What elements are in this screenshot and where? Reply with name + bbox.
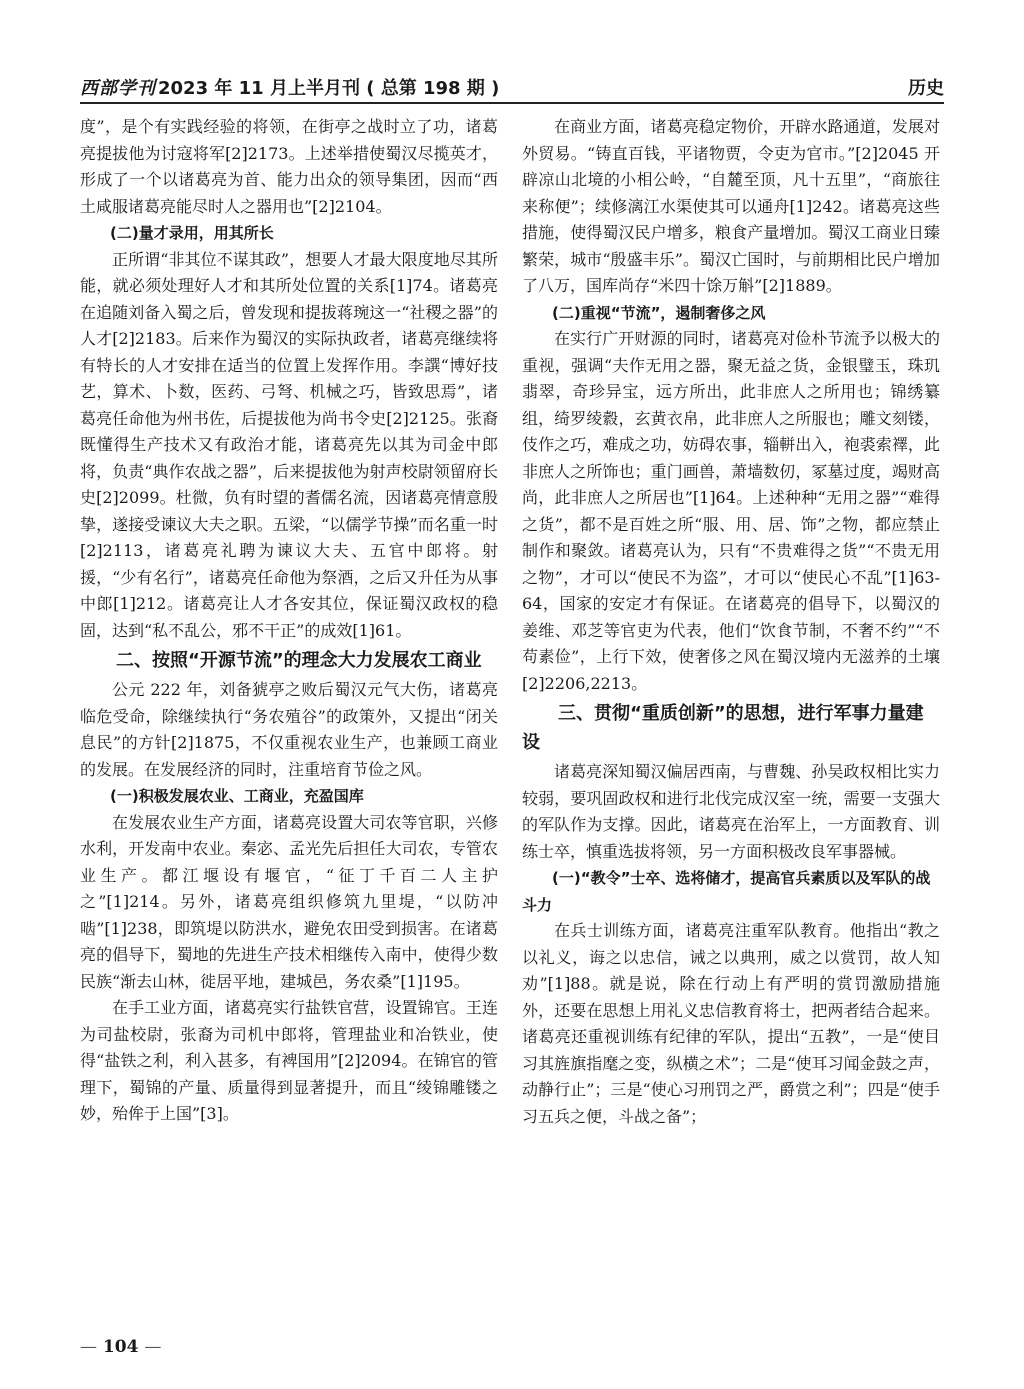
issue-info: 2023 年 11 月上半月刊 ( 总第 198 期 ) [158,78,500,99]
paragraph: 正所谓“非其位不谋其政”，想要人才最大限度地尽其所能，就必须处理好人才和其所处位置的关系[1]74。诸葛亮在追随刘备入蜀之后，曾发现和提拔蒋琬这一“社稷之器”的人才[2]2183。后来作为蜀汉的实际执政者，诸葛亮继续将有特长的人才安排在适当的位置上发挥作用。李譔“博好技艺，算术、卜数，医药、弓弩、机械之巧，皆致思焉”，诸葛亮任命他为州书佐，后提拔他为尚书令史[2]2125。张裔既懂得生产技术又有政治才能，诸葛亮先以其为司金中郎将，负责“典作农战之器”，后来提拔他为射声校尉领留府长史[2]2099。杜微，负有时望的耆儒名流，因诸葛亮情意殷挚，遂接受谏议大夫之职。五梁，“以儒学节操”而名重一时[2]2113，诸葛亮礼聘为谏议大夫、五官中郎将。射援，“少有名行”，诸葛亮任命他为祭酒，之后又升任为从事中郎[1]212。诸葛亮让人才各安其位，保证蜀汉政权的稳固，达到“私不乱公，邪不干正”的成效[1]61。 [80,249,498,640]
paragraph: 在发展农业生产方面，诸葛亮设置大司农等官职，兴修水利，开发南中农业。秦宓、孟光先后担任大司农，专管农业生产。都江堰设有堰官，“征丁千百二人主护之”[1]214。另外，诸葛亮组织修筑九里堤，“以防冲啮”[1]238，即筑堤以防洪水，避免农田受到损害。在诸葛亮的倡导下，蜀地的先进生产技术相继传入南中，使得少数民族“渐去山林，徙居平地，建城邑，务农桑”[1]195。 [80,812,498,991]
subsection-heading: (二)量才录用，用其所长 [110,224,274,242]
paragraph: 在手工业方面，诸葛亮实行盐铁官营，设置锦官。王连为司盐校尉，张裔为司机中郎将，管理盐业和冶铁业，使得“盐铁之利，利入甚多，有裨国用”[2]2094。在锦官的管理下，蜀锦的产量、质量得到显著提升，而且“绫锦雕镂之妙，殆侔于上国”[3]。 [80,998,498,1123]
paragraph: 公元 222 年，刘备猇亭之败后蜀汉元气大伤，诸葛亮临危受命，除继续执行“务农殖谷”的政策外，又提出“闭关息民”的方针[2]1875，不仅重视农业生产，也兼顾工商业的发展。在发展经济的同时，注重培育节俭之风。 [80,680,498,779]
journal-masthead [80,74,499,100]
page-number: 104 [102,1337,139,1357]
paragraph-continued: 度”，是个有实践经验的将领，在街亭之战时立了功，诸葛亮提拔他为讨寇将军[2]2173。上述举措使蜀汉尽揽英才，形成了一个以诸葛亮为首、能力出众的领导集团，因而“西土咸服诸葛亮能尽时人之器用也”[2]2104。 [80,117,498,216]
subsection-heading: (一)积极发展农业、工商业，充盈国库 [110,787,364,805]
page-header [80,72,944,106]
left-column [80,114,498,1128]
paragraph: 在兵士训练方面，诸葛亮注重军队教育。他指出“教之以礼义，诲之以忠信，诫之以典刑，威之以赏罚，故人知劝”[1]88。就是说，除在行动上有严明的赏罚激励措施外，还要在思想上用礼义忠信教育将士，把两者结合起来。诸葛亮还重视训练有纪律的军队，提出“五教”，一是“使目习其旌旗指麾之变，纵横之术”；二是“使耳习闻金鼓之声，动静行止”；三是“使心习刑罚之严，爵赏之利”；四是“使手习五兵之便，斗战之备”； [522,921,940,1126]
paragraph: 在实行广开财源的同时，诸葛亮对俭朴节流予以极大的重视，强调“夫作无用之器，聚无益之货，金银璧玉，珠玑翡翠，奇珍异宝，远方所出，此非庶人之所用也；锦绣纂组，绮罗绫縠，玄黄衣帛，此非庶人之所服也；雕文刻镂，伎作之巧，难成之功，妨碍农事，辎軿出入，袍裘索襗，此非庶人之所饰也；重门画兽，萧墙数仞，冢墓过度，竭财高尚，此非庶人之所居也”[1]64。上述种种“无用之器”“难得之货”，都不是百姓之所“服、用、居、饰”之物，都应禁止制作和聚敛。诸葛亮认为，只有“不贵难得之货”“不贵无用之物”，才可以“使民不为盗”，才可以“使民心不乱”[1]63-64，国家的安定才有保证。在诸葛亮的倡导下，以蜀汉的姜维、邓芝等官吏为代表，他们“饮食节制，不奢不约”“不苟素俭”，上行下效，使奢侈之风在蜀汉境内无滋养的土壤[2]2206,2213。 [522,329,940,693]
footer-dash-right: — [144,1337,162,1357]
section-heading: 三、贯彻“重质创新”的思想，进行军事力量建设 [522,703,924,753]
paragraph: 在商业方面，诸葛亮稳定物价，开辟水路通道，发展对外贸易。“铸直百钱，平诸物贾，令吏为官市。”[2]2045 开辟凉山北境的小相公岭，“自麓至顶，凡十五里”，“商旅往来称便”；续修漓江水渠使其可以通舟[1]242。诸葛亮这些措施，使得蜀汉民户增多，粮食产量增加。蜀汉工商业日臻繁荣，城市“殷盛丰乐”。蜀汉亡国时，与前期相比民户增加了八万，国库尚存“米四十馀万斛”[2]1889。 [522,117,940,295]
footer-dash-left: — [80,1337,97,1357]
section-heading: 二、按照“开源节流”的理念大力发展农工商业 [116,650,482,671]
right-column [522,114,940,1130]
paragraph: 诸葛亮深知蜀汉偏居西南，与曹魏、孙吴政权相比实力较弱，要巩固政权和进行北伐完成汉室一统，需要一支强大的军队作为支撑。因此，诸葛亮在治军上，一方面教育、训练士卒，慎重选拔将领，另一方面积极改良军事器械。 [522,762,940,861]
section-label: 历史 [908,78,944,99]
header-rule [80,102,944,104]
page-footer [80,1337,161,1357]
journal-logo: 西部学刊 [80,78,156,99]
subsection-heading: (一)“教令”士卒、选将储才，提高官兵素质以及军队的战斗力 [522,869,931,914]
subsection-heading: (二)重视“节流”，遏制奢侈之风 [552,303,766,322]
